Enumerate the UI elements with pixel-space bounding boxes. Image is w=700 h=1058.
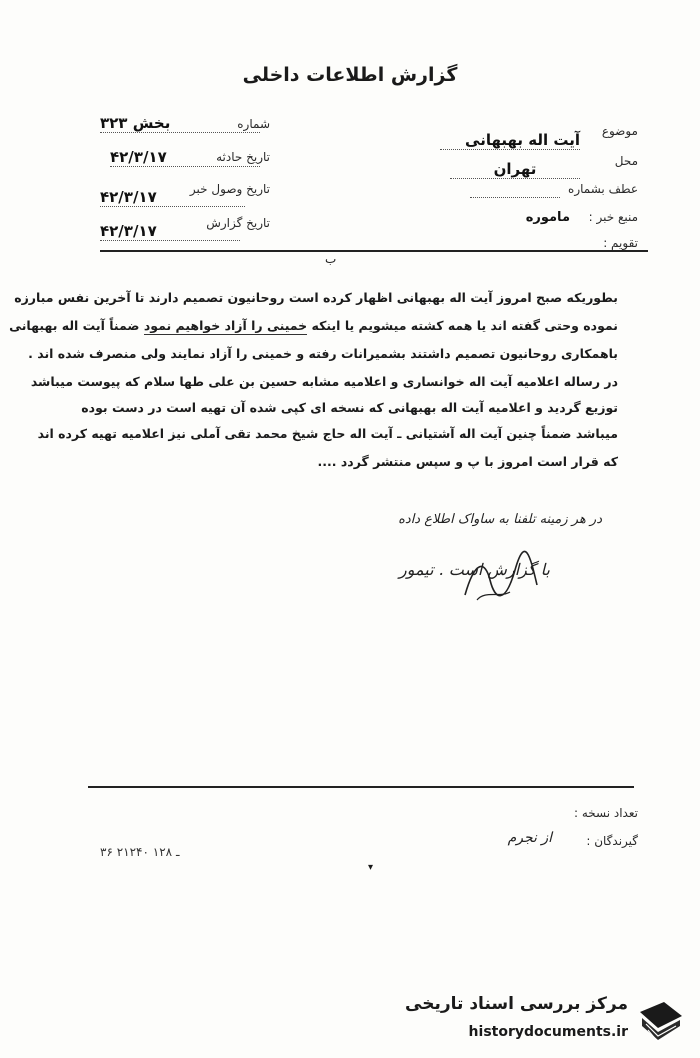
body-line-4: در رساله اعلامیه آیت اله خوانساری و اعلامیه مشابه حسین بن علی طها سلام که پیوست میباشد (30, 374, 618, 389)
receipt-date-label: تاریخ وصول خبر (189, 182, 270, 196)
page-dot: ▾ (368, 862, 374, 873)
signature-scribble-icon (455, 550, 545, 610)
incident-date-label: تاریخ حادثه (216, 150, 270, 164)
receipt-date-value: ۴۲/۳/۱۷ (100, 188, 245, 207)
archive-book-icon (634, 996, 688, 1050)
body-line-2-underlined: خمینی را آزاد خواهیم نمود (143, 318, 308, 333)
institution-name: مرکز بررسی اسناد تاریخی (405, 994, 628, 1014)
source-label: منبع خبر : (588, 210, 638, 224)
archive-number: ۳۶ ـ ۱۲۸ ۲۱۲۴۰ (100, 845, 180, 859)
header-divider (100, 250, 648, 252)
footer-divider (88, 786, 634, 788)
institution-watermark (380, 988, 700, 1058)
evaluation-label: تقویم : (603, 236, 638, 250)
reference-label: عطف بشماره (568, 182, 638, 196)
recipients-label: گیرندگان : (586, 834, 638, 848)
body-line-2-start: نموده وحتی گفته اند یا همه کشته میشویم یا اینکه (307, 318, 618, 333)
body-line-1: بطوریکه صبح امروز آیت اله بهبهانی اظهار کرده است روحانیون تصمیم دارند تا آخرین نفس مبارزه (14, 290, 618, 305)
handwritten-note: در هر زمینه تلفنا به ساواک اطلاع داده (398, 512, 602, 527)
place-value: تهران (450, 160, 580, 179)
report-title: گزارش اطلاعات داخلی (242, 64, 458, 86)
number-value: بخش ۳۲۳ (100, 114, 260, 133)
number-label: شماره (237, 117, 270, 131)
body-line-2-end: ضمناً آیت اله بهبهانی (9, 318, 144, 333)
handwritten-signature: با گزارش است . تیمور (399, 560, 550, 579)
source-value: ماموره (525, 210, 570, 225)
subject-label: موضوع (601, 124, 638, 138)
reference-line (470, 196, 560, 198)
report-date-value: ۴۲/۳/۱۷ (100, 222, 240, 241)
body-line-7: که قرار است امروز با پ و سپس منتشر گردد .... (317, 454, 618, 469)
subject-value: آیت اله بهبهانی (440, 131, 580, 150)
body-line-2 (9, 318, 618, 333)
institution-url: historydocuments.ir (468, 1024, 628, 1040)
incident-date-value: ۴۲/۳/۱۷ (110, 148, 260, 167)
body-line-6: میباشد ضمناً چنین آیت اله آشتیانی ـ آیت اله حاج شیخ محمد تقی آملی نیز اعلامیه تهیه کرده اند (37, 426, 618, 441)
copies-label: تعداد نسخه : (573, 806, 638, 820)
place-label: محل (614, 154, 638, 168)
report-date-label: تاریخ گزارش (206, 216, 270, 230)
recipients-value: از نجرم (507, 830, 552, 846)
body-line-5: توزیع گردید و اعلامیه آیت اله بهبهانی که نسخه ای کپی شده آن تهیه است در دست بوده (81, 400, 618, 415)
separator-mark: ب (325, 252, 337, 266)
body-line-3: باهمکاری روحانیون تصمیم داشتند بشمیرانات رفته و خمینی را آزاد نمایند ولی منصرف شده اند . (28, 346, 618, 361)
